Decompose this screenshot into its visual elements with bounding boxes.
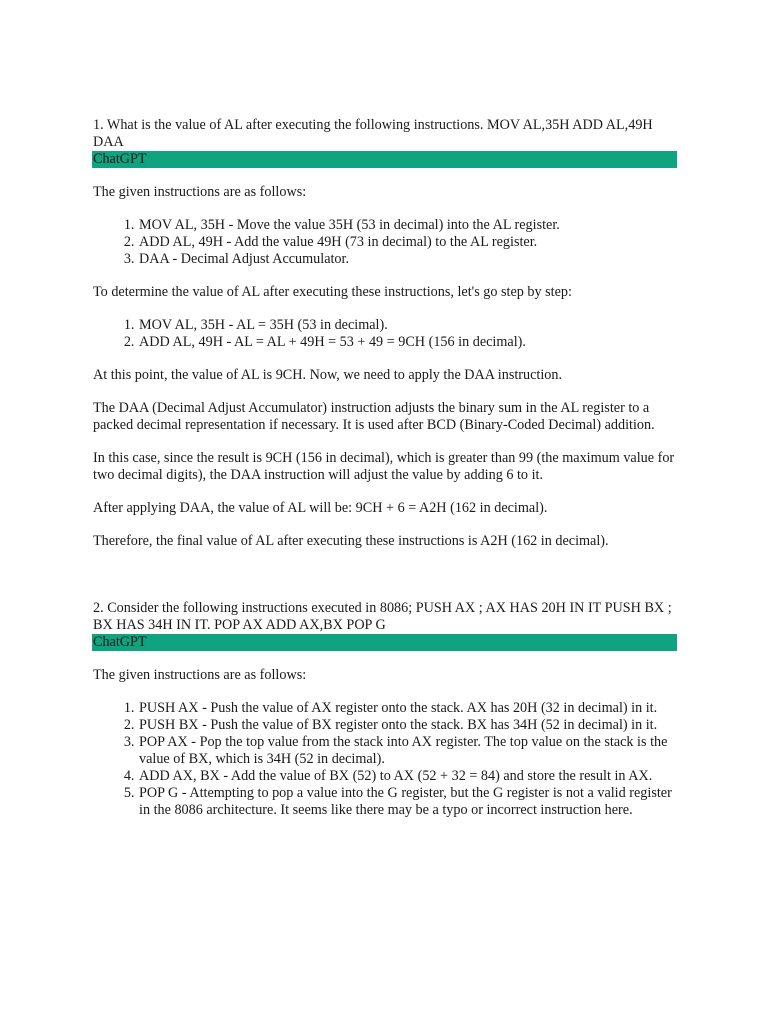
q1-paragraph-2: The DAA (Decimal Adjust Accumulator) instruction adjusts the binary sum in the AL register to a packed decimal representation if necessary. It is used after BCD (Binary-Coded Decimal) addition. <box>93 400 655 433</box>
q1-paragraph-4: After applying DAA, the value of AL will be: 9CH + 6 = A2H (162 in decimal). <box>93 500 548 516</box>
list-item: 3. DAA - Decimal Adjust Accumulator. <box>138 251 683 268</box>
q1-paragraph-3: In this case, since the result is 9CH (156 in decimal), which is greater than 99 (the maximum value for two decimal digits), the DAA instruction will adjust the value by adding 6 to it. <box>93 450 675 483</box>
q1-determine: To determine the value of AL after executing these instructions, let's go step by step: <box>93 284 572 300</box>
q2-instruction-list <box>93 700 683 819</box>
list-item: 3. POP AX - Pop the top value from the stack into AX register. The top value on the stack is the value of BX, which is 34H (52 in decimal). <box>138 734 683 768</box>
list-item: 1. PUSH AX - Push the value of AX register onto the stack. AX has 20H (32 in decimal) in it. <box>138 700 683 717</box>
q1-instruction-list <box>93 217 683 268</box>
list-item: 5. POP G - Attempting to pop a value into the G register, but the G register is not a valid register in the 8086 architecture. It seems like there may be a typo or incorrect instruction here. <box>138 785 683 819</box>
list-item: 2. ADD AL, 49H - Add the value 49H (73 in decimal) to the AL register. <box>138 234 683 251</box>
question-1: 1. What is the value of AL after executing the following instructions. MOV AL,35H ADD AL,49H DAA <box>93 117 653 150</box>
q1-walkthrough-list <box>93 317 683 351</box>
list-item: 1. MOV AL, 35H - AL = 35H (53 in decimal). <box>138 317 683 334</box>
document-page <box>93 117 683 835</box>
list-item: 1. MOV AL, 35H - Move the value 35H (53 in decimal) into the AL register. <box>138 217 683 234</box>
list-item: 2. ADD AL, 49H - AL = AL + 49H = 53 + 49 = 9CH (156 in decimal). <box>138 334 683 351</box>
chatgpt-banner-2: ChatGPT <box>92 634 677 651</box>
q1-conclusion: Therefore, the final value of AL after executing these instructions is A2H (162 in decimal). <box>93 533 609 549</box>
section-spacer <box>93 566 683 600</box>
q2-intro: The given instructions are as follows: <box>93 667 307 683</box>
q1-paragraph-1: At this point, the value of AL is 9CH. Now, we need to apply the DAA instruction. <box>93 367 563 383</box>
chatgpt-banner-1: ChatGPT <box>92 151 677 168</box>
list-item: 2. PUSH BX - Push the value of BX register onto the stack. BX has 34H (52 in decimal) in it. <box>138 717 683 734</box>
list-item: 4. ADD AX, BX - Add the value of BX (52) to AX (52 + 32 = 84) and store the result in AX. <box>138 768 683 785</box>
question-2: 2. Consider the following instructions executed in 8086; PUSH AX ; AX HAS 20H IN IT PUSH BX ; BX HAS 34H IN IT. POP AX ADD AX,BX POP G <box>93 600 672 633</box>
q1-intro: The given instructions are as follows: <box>93 184 307 200</box>
